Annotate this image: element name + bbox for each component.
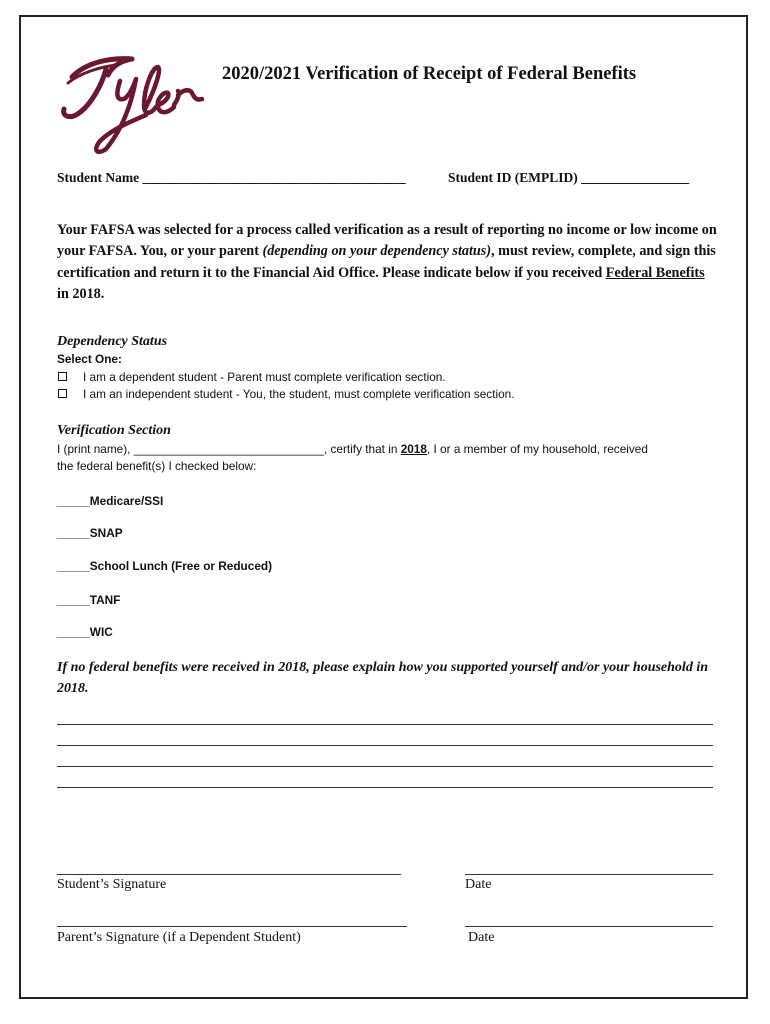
student-id-field[interactable]: Student ID (EMPLID) ________________ [448, 170, 690, 185]
explain-prompt: If no federal benefits were received in 2018, please explain how you supported yourself and/or your household in 2018. [57, 660, 708, 696]
tyler-logo [50, 45, 210, 160]
certify-line-2: the federal benefit(s) I checked below: [57, 459, 257, 473]
parent-signature-label: Parent’s Signature (if a Dependent Student) [57, 930, 301, 945]
federal-benefits-link: Federal Benefits [605, 264, 705, 281]
explain-line-2[interactable] [57, 745, 713, 746]
intro-text-3: , must review, complete, and sign this certification and return it to the Financial Aid Office. Please indicate below if you received [57, 243, 716, 281]
benefit-snap[interactable]: _____SNAP [57, 526, 123, 540]
certify-year: 2018 [400, 442, 427, 456]
student-name-field[interactable]: Student Name _______________________________________ [57, 170, 406, 185]
certify-text-a[interactable]: I (print name), _____________________________, certify that in [57, 442, 401, 456]
intro-paragraph [57, 220, 717, 305]
intro-text-italic: (depending on your dependency status) [262, 243, 492, 260]
dependent-option-label: I am a dependent student - Parent must complete verification section. [83, 370, 446, 384]
parent-date-line[interactable] [465, 926, 713, 927]
benefit-school-lunch[interactable]: _____School Lunch (Free or Reduced) [57, 559, 273, 573]
student-signature-line[interactable] [57, 874, 401, 875]
benefit-wic[interactable]: _____WIC [57, 625, 113, 639]
student-signature-label: Student’s Signature [57, 877, 167, 892]
form-title: 2020/2021 Verification of Receipt of Federal Benefits [222, 64, 637, 84]
student-date-label: Date [465, 877, 492, 892]
benefit-medicare-ssi[interactable]: _____Medicare/SSI [57, 494, 164, 508]
explain-line-1[interactable] [57, 724, 713, 725]
select-one-label: Select One: [57, 352, 122, 366]
verification-section-heading: Verification Section [57, 423, 171, 438]
student-date-line[interactable] [465, 874, 713, 875]
explain-line-4[interactable] [57, 787, 713, 788]
parent-signature-line[interactable] [57, 926, 407, 927]
parent-date-label: Date [468, 930, 495, 945]
intro-text-1: Your FAFSA was selected for a process called verification as a result of reporting no income or low income on your FAFSA. You, or your parent [57, 222, 717, 260]
dependency-status-heading: Dependency Status [57, 334, 168, 349]
benefit-tanf[interactable]: _____TANF [57, 593, 121, 607]
certify-text-b: , I or a member of my household, received [426, 442, 648, 456]
certify-line [57, 442, 648, 456]
dependent-checkbox[interactable] [58, 372, 67, 381]
independent-option-label: I am an independent student - You, the student, must complete verification section. [83, 387, 515, 401]
intro-text-5: in 2018. [57, 285, 105, 302]
independent-checkbox[interactable] [58, 389, 67, 398]
explain-line-3[interactable] [57, 766, 713, 767]
